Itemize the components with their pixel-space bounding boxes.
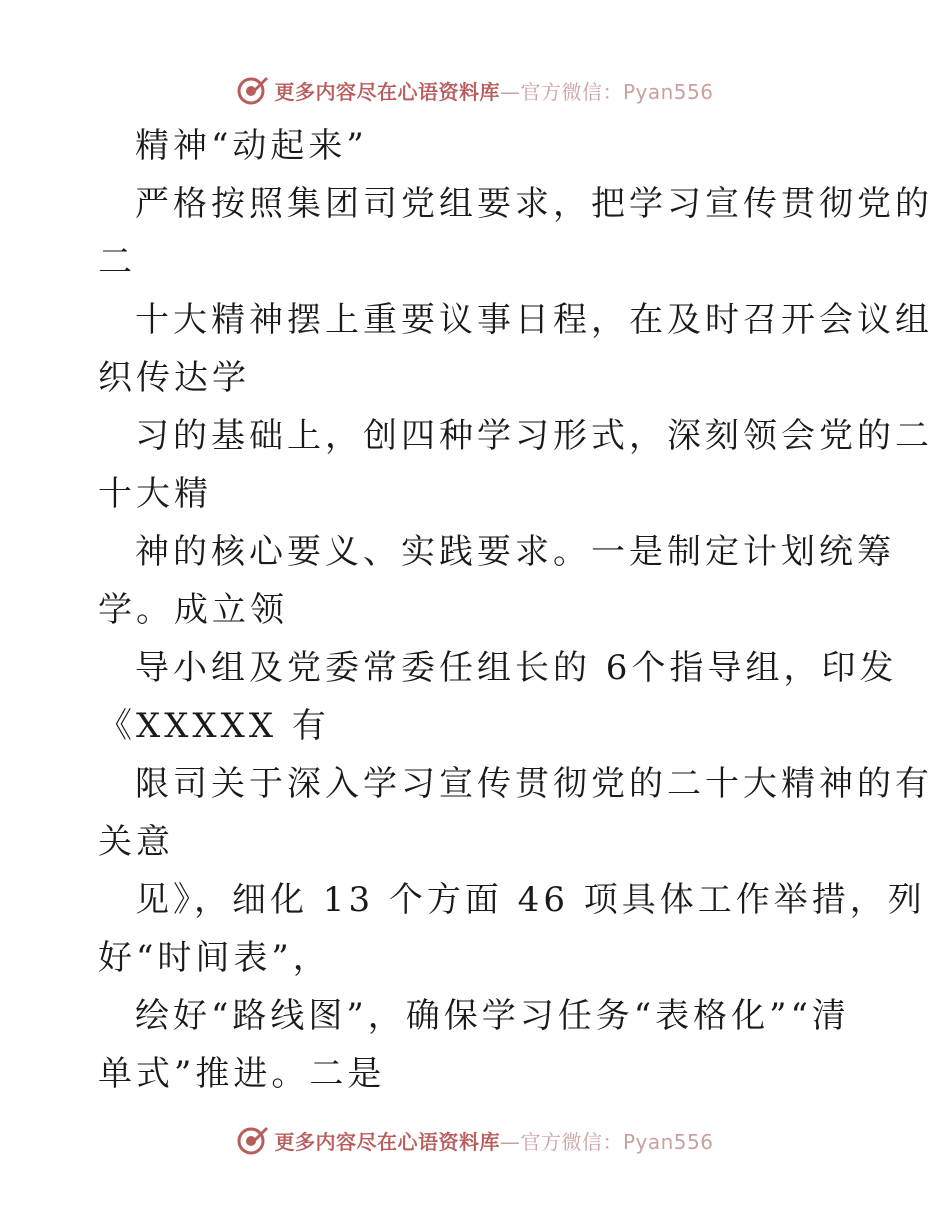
paragraph-line: 绘好“路线图”，确保学习任务“表格化”“清 <box>135 996 850 1036</box>
paragraph-line: 十大精 <box>98 474 212 514</box>
footer-watermark <box>0 1120 950 1160</box>
paragraph-line: 见》，细化 13 个方面 46 项具体工作举措，列 <box>135 880 926 920</box>
paragraph-line: 严格按照集团司党组要求，把学习宣传贯彻党的 <box>135 184 933 224</box>
quill-logo-icon <box>236 73 270 107</box>
paragraph-line: 好“时间表”， <box>98 938 331 978</box>
paragraph-line: 单式”推进。二是 <box>98 1054 386 1094</box>
header-watermark <box>0 70 950 110</box>
paragraph-line: 织传达学 <box>98 358 250 398</box>
paragraph-line: 关意 <box>98 822 174 862</box>
paragraph-line: 习的基础上，创四种学习形式，深刻领会党的二 <box>135 416 933 456</box>
paragraph-line: 《XXXXX 有 <box>98 706 330 746</box>
paragraph-line: 精神“动起来” <box>135 126 368 166</box>
paragraph-line: 二 <box>98 242 136 282</box>
watermark-contact: —官方微信：Pyan556 <box>499 79 714 104</box>
watermark-brand: 更多内容尽在心语资料库 <box>274 1129 500 1154</box>
paragraph-line: 十大精神摆上重要议事日程，在及时召开会议组 <box>135 300 933 340</box>
paragraph-line: 导小组及党委常委任组长的 6个指导组，印发 <box>135 648 898 688</box>
paragraph-line: 学。成立领 <box>98 590 288 630</box>
watermark-text <box>274 76 713 105</box>
watermark-text <box>274 1126 713 1155</box>
paragraph-line: 神的核心要义、实践要求。一是制定计划统筹 <box>135 532 895 572</box>
paragraph-line: 限司关于深入学习宣传贯彻党的二十大精神的有 <box>135 764 933 804</box>
watermark-contact: —官方微信：Pyan556 <box>499 1129 714 1154</box>
watermark-brand: 更多内容尽在心语资料库 <box>274 79 500 104</box>
quill-logo-icon <box>236 1123 270 1157</box>
